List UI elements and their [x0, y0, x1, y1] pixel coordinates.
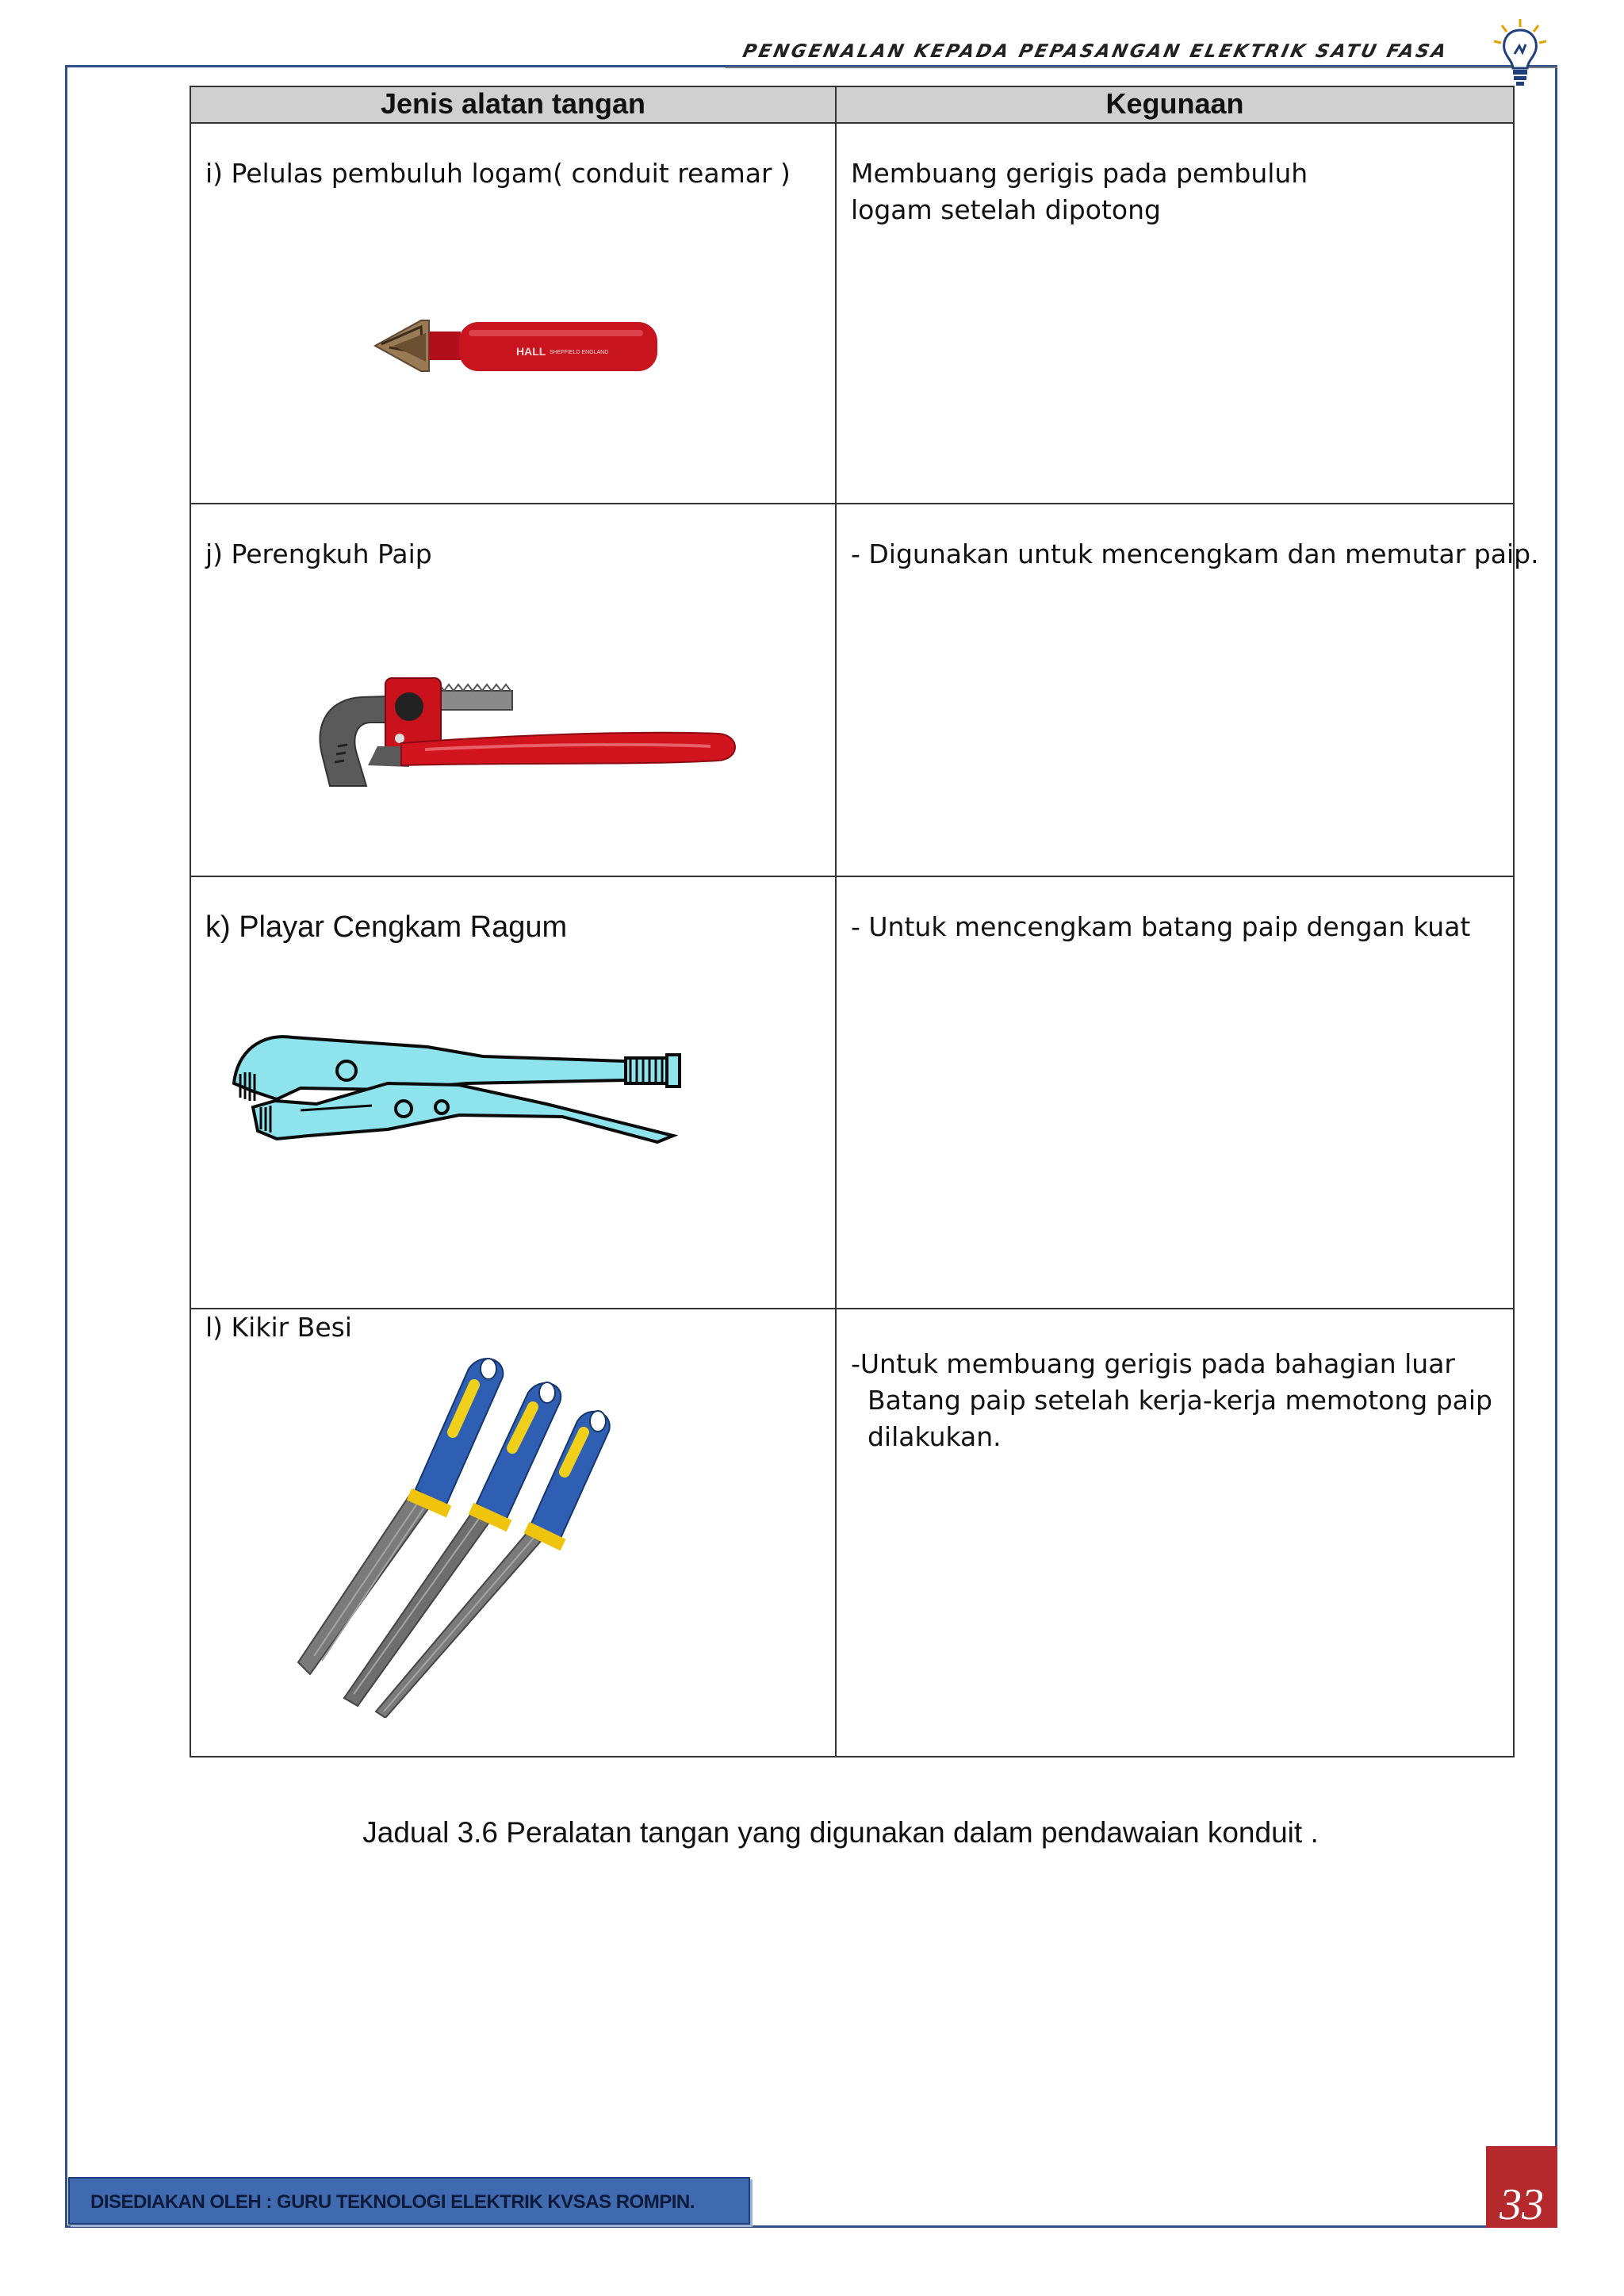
- conduit-reamer-icon: [373, 306, 675, 385]
- tool-name: k) Playar Cengkam Ragum: [205, 910, 568, 944]
- use-cell: [836, 504, 1539, 876]
- svg-text:SHEFFIELD ENGLAND: SHEFFIELD ENGLAND: [550, 350, 609, 355]
- tool-name: l) Kikir Besi: [205, 1312, 352, 1343]
- use-cell: [836, 1309, 1514, 1757]
- table-row: [190, 504, 1514, 876]
- tool-name: i) Pelulas pembuluh logam( conduit reamar ): [205, 158, 791, 189]
- tool-cell: [190, 876, 836, 1309]
- tool-use: Membuang gerigis pada pembuluh logam setelah dipotong: [851, 158, 1308, 225]
- page-number: 33: [1500, 2180, 1544, 2229]
- header-rule: [726, 67, 1557, 68]
- table-row: [190, 876, 1514, 1309]
- prepared-by-text: DISEDIAKAN OLEH : GURU TEKNOLOGI ELEKTRIK KVSAS ROMPIN.: [90, 2191, 695, 2213]
- tool-cell: [190, 1309, 836, 1757]
- table-row: [190, 1309, 1514, 1757]
- table-caption: Jadual 3.6 Peralatan tangan yang digunakan dalam pendawaian konduit .: [362, 1816, 1319, 1849]
- table-row: [190, 123, 1514, 504]
- use-cell: [836, 876, 1514, 1309]
- tool-use: -Untuk membuang gerigis pada bahagian luar Batang paip setelah kerja-kerja memotong paip dilakukan.: [851, 1348, 1492, 1452]
- tools-table: [190, 86, 1539, 1757]
- column-header-use: Kegunaan: [836, 86, 1514, 123]
- reamer-brand: HALL: [516, 345, 546, 358]
- tool-name: j) Perengkuh Paip: [205, 539, 432, 569]
- steel-files-icon: [290, 1345, 623, 1718]
- tool-use: - Untuk mencengkam batang paip dengan kuat: [851, 911, 1471, 942]
- tool-use: - Digunakan untuk mencengkam dan memutar paip.: [851, 539, 1539, 569]
- lightbulb-icon: [1491, 17, 1549, 89]
- column-header-tool: Jenis alatan tangan: [190, 86, 836, 123]
- tool-cell: [190, 123, 836, 504]
- page-number-box: [1486, 2146, 1557, 2228]
- locking-pliers-icon: [229, 1028, 705, 1155]
- header-title: PENGENALAN KEPADA PEPASANGAN ELEKTRIK SATU FASA: [741, 41, 1450, 62]
- tool-cell: [190, 504, 836, 876]
- use-cell: [836, 123, 1514, 504]
- footer-banner: [68, 2177, 750, 2225]
- pipe-wrench-icon: [306, 667, 750, 802]
